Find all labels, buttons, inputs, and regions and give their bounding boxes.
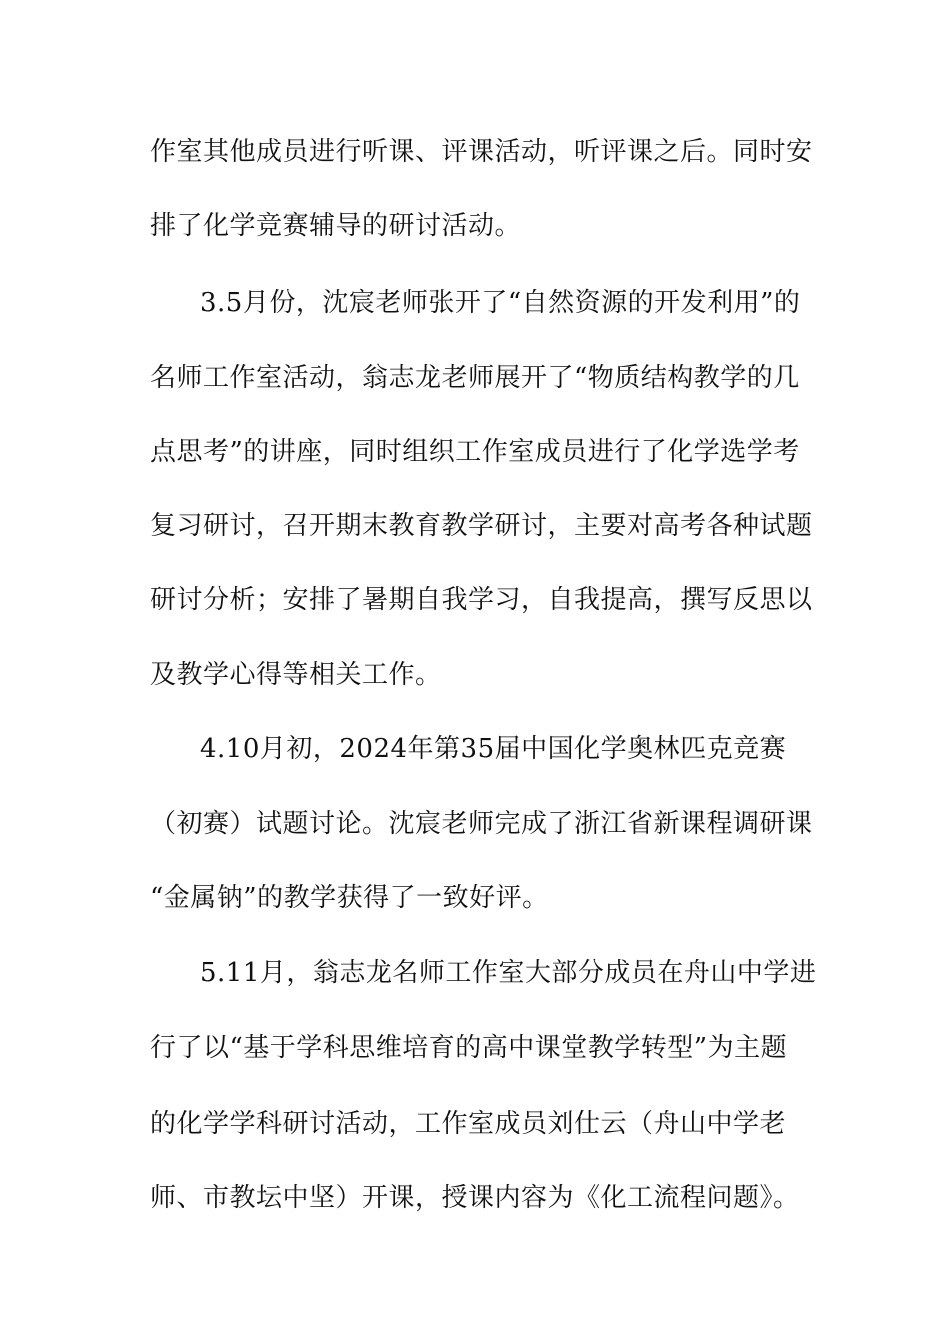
paragraph-line: 行了以“基于学科思维培育的高中课堂教学转型”为主题 [150,1033,788,1063]
paragraph-line: 研讨分析；安排了暑期自我学习，自我提高，撰写反思以 [150,585,813,615]
paragraph-line: 3.5月份，沈宸老师张开了“自然资源的开发利用”的 [200,288,801,318]
paragraph-line: 复习研讨，召开期末教育教学研讨，主要对高考各种试题 [150,511,813,541]
paragraph-line: “金属钠”的教学获得了一致好评。 [150,883,549,913]
paragraph-line: 作室其他成员进行听课、评课活动，听评课之后。同时安 [150,137,813,167]
paragraph-line: 名师工作室活动，翁志龙老师展开了“物质结构教学的几 [150,363,800,393]
paragraph-line: 4.10月初，2024年第35届中国化学奥林匹克竞赛 [200,734,787,764]
paragraph-line: 点思考”的讲座，同时组织工作室成员进行了化学选学考 [150,437,800,467]
paragraph-line: 排了化学竞赛辅导的研讨活动。 [150,211,522,241]
paragraph-line: 师、市教坛中坚）开课，授课内容为《化工流程问题》。 [150,1183,800,1213]
paragraph-line: 5.11月，翁志龙名师工作室大部分成员在舟山中学进 [200,958,817,988]
paragraph-line: （初赛）试题讨论。沈宸老师完成了浙江省新课程调研课 [150,809,813,839]
paragraph-line: 的化学学科研讨活动，工作室成员刘仕云（舟山中学老 [150,1109,787,1139]
paragraph-line: 及教学心得等相关工作。 [150,660,442,690]
